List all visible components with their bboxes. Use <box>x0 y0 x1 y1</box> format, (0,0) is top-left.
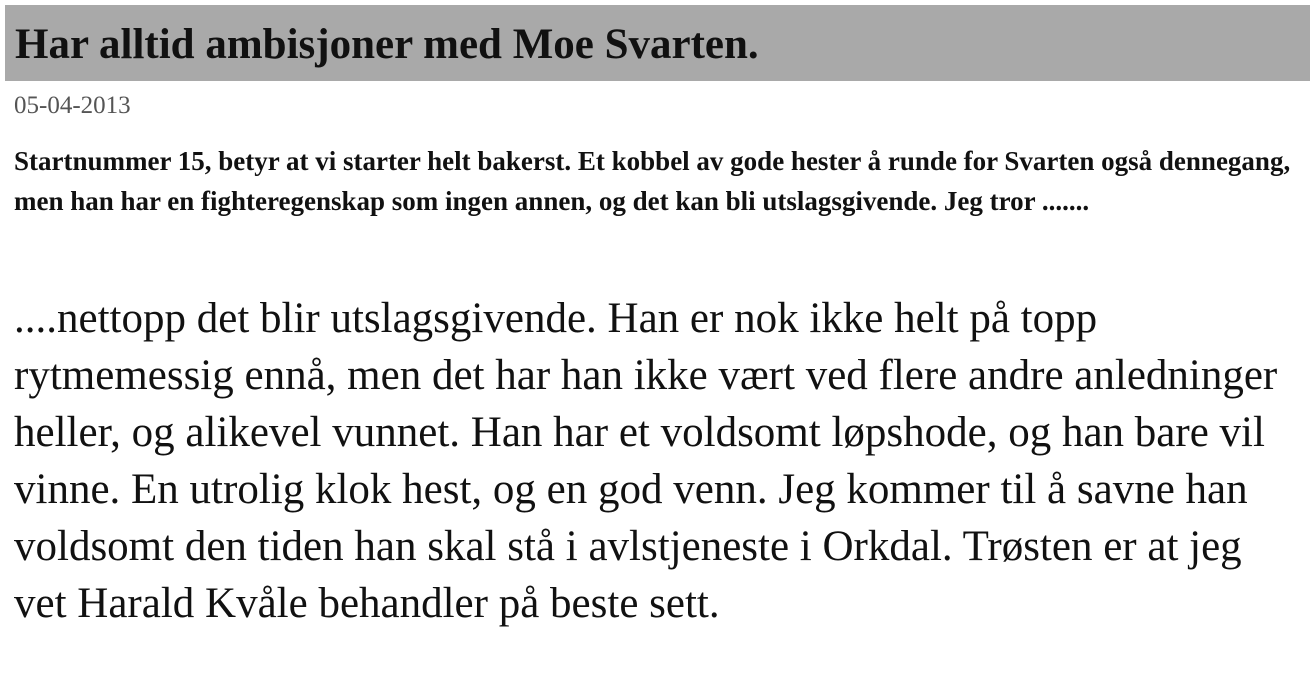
article-title-bar <box>5 5 1310 81</box>
article-ingress: Startnummer 15, betyr at vi starter helt bakerst. Et kobbel av gode hester å runde for Svarten også dennegang, men han har en fighteregenskap som ingen annen, og det kan bli utslagsgivende. Jeg tror ....... <box>14 146 1291 216</box>
article-body: ....nettopp det blir utslagsgivende. Han er nok ikke helt på topp rytmemessig ennå, men det har han ikke vært ved flere andre anledninger heller, og alikevel vunnet. Han har et voldsomt løpshode, og han bare vil vinne. En utrolig klok hest, og en god venn. Jeg kommer til å savne han voldsomt den tiden han skal stå i avlstjeneste i Orkdal. Trøsten er at jeg vet Harald Kvåle behandler på beste sett. <box>14 295 1278 627</box>
article-title: Har alltid ambisjoner med Moe Svarten. <box>15 21 759 68</box>
article-date: 05-04-2013 <box>14 92 131 119</box>
